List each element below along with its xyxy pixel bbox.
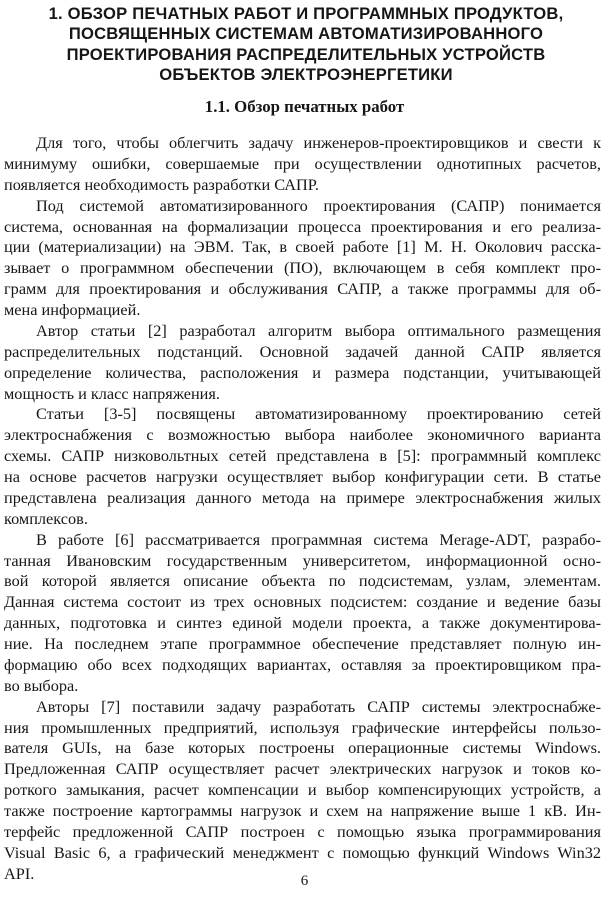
text-line: Для того, чтобы облегчить задачу инженеров-проектировщиков и свести к: [36, 133, 601, 152]
text-line: Под системой автоматизированного проектирования (САПР) понимается: [36, 195, 601, 215]
text-line: система, основанная на формализации процесса проектирования и его реализа-: [4, 216, 601, 236]
text-line: В работе [6] рассматривается программная система Merage-ADT, разрабо-: [36, 529, 601, 549]
text-line: Автор статьи [2] разработал алгоритм выбора оптимального размещения: [36, 320, 601, 340]
text-line: ния промышленных предприятий, используя графические интерфейсы пользо-: [4, 717, 601, 737]
section-heading: 1.1. Обзор печатных работ: [204, 97, 405, 116]
text-line: вателя GUIs, на базе которых построены операционные системы Windows.: [4, 738, 601, 758]
text-line: мена информацией.: [4, 300, 141, 319]
text-line: также построение картограммы нагрузок и схем на напряжение выше 1 кВ. Ин-: [4, 801, 601, 820]
text-line: появляется необходимость разработки САПР.: [4, 174, 319, 194]
text-line: Статьи [3-5] посвящены автоматизированному проектированию сетей: [36, 404, 601, 424]
text-line: зывает о программном обеспечении (ПО), включающем в себя комплект про-: [4, 258, 601, 278]
text-line: API.: [4, 863, 35, 883]
body-text: [4, 133, 601, 885]
text-line: ние. На последнем этапе программное обеспечение представляет полную ин-: [4, 634, 601, 653]
text-line: Авторы [7] поставили задачу разработать САПР системы электроснабже-: [36, 696, 601, 716]
text-line: электроснабжения с возможностью выбора наиболее экономичного варианта: [4, 425, 601, 445]
paragraph: [4, 404, 601, 529]
page-number: 6: [300, 873, 309, 889]
text-line: танная Ивановским государственным университетом, информационной осно-: [4, 550, 601, 570]
paragraph: [4, 133, 601, 196]
text-line: минимуму ошибки, совершаемые при осуществлении однотипных расчетов,: [4, 153, 601, 173]
text-line: распределительных подстанций. Основной задачей данной САПР является: [4, 341, 601, 361]
chapter-heading-line: ПОСВЯЩЕННЫХ СИСТЕМАМ АВТОМАТИЗИРОВАННОГО: [68, 24, 544, 44]
text-line: Visual Basic 6, а графический менеджмент с помощью функций Windows Win32: [4, 842, 601, 862]
paragraph: [4, 196, 601, 321]
chapter-heading-line: ПРОЕКТИРОВАНИЯ РАСПРЕДЕЛИТЕЛЬНЫХ УСТРОЙСТВ: [66, 44, 546, 64]
text-line: представлена реализация данного метода на примере электроснабжения жилых: [4, 487, 601, 507]
text-line: вой которой является описание объекта по подсистемам, узлам, элементам.: [4, 571, 601, 591]
text-line: во выбора.: [4, 675, 79, 695]
paragraph: [4, 530, 601, 697]
text-line: на основе расчетов нагрузки осуществляет выбор конфигурации сети. В статье: [4, 467, 601, 486]
text-line: Предложенная САПР осуществляет расчет электрических нагрузок и токов ко-: [4, 759, 601, 779]
text-line: роткого замыкания, расчет компенсации и выбор компенсирующих устройств, а: [4, 780, 601, 800]
text-line: данных, подготовка и синтез единой модели проекта, а также документирова-: [4, 613, 601, 633]
text-line: формацию обо всех подходящих вариантах, оставляя за проектировщиком пра-: [4, 654, 601, 674]
paragraph: [4, 697, 601, 885]
text-line: Данная система состоит из трех основных подсистем: создание и ведение базы: [4, 592, 601, 612]
text-line: ции (материализации) на ЭВМ. Так, в своей работе [1] М. Н. Околович расска-: [4, 237, 601, 257]
text-line: грамм для проектирования и обслуживания САПР, а также программы для об-: [4, 279, 601, 299]
chapter-heading-line: ОБЪЕКТОВ ЭЛЕКТРОЭНЕРГЕТИКИ: [159, 65, 453, 85]
chapter-heading: [28, 4, 584, 86]
text-line: комплексов.: [4, 508, 88, 528]
chapter-heading-line: 1. ОБЗОР ПЕЧАТНЫХ РАБОТ И ПРОГРАММНЫХ ПРОДУКТОВ,: [48, 4, 564, 23]
text-line: терфейс предложенной САПР построен с помощью языка программирования: [4, 821, 601, 841]
text-line: схемы. САПР низковольтных сетей представлена в [5]: программный комплекс: [4, 446, 601, 466]
text-line: мощность и класс напряжения.: [4, 383, 220, 403]
text-line: определение количества, расположения и размера подстанции, учитывающей: [4, 362, 601, 382]
paragraph: [4, 321, 601, 405]
